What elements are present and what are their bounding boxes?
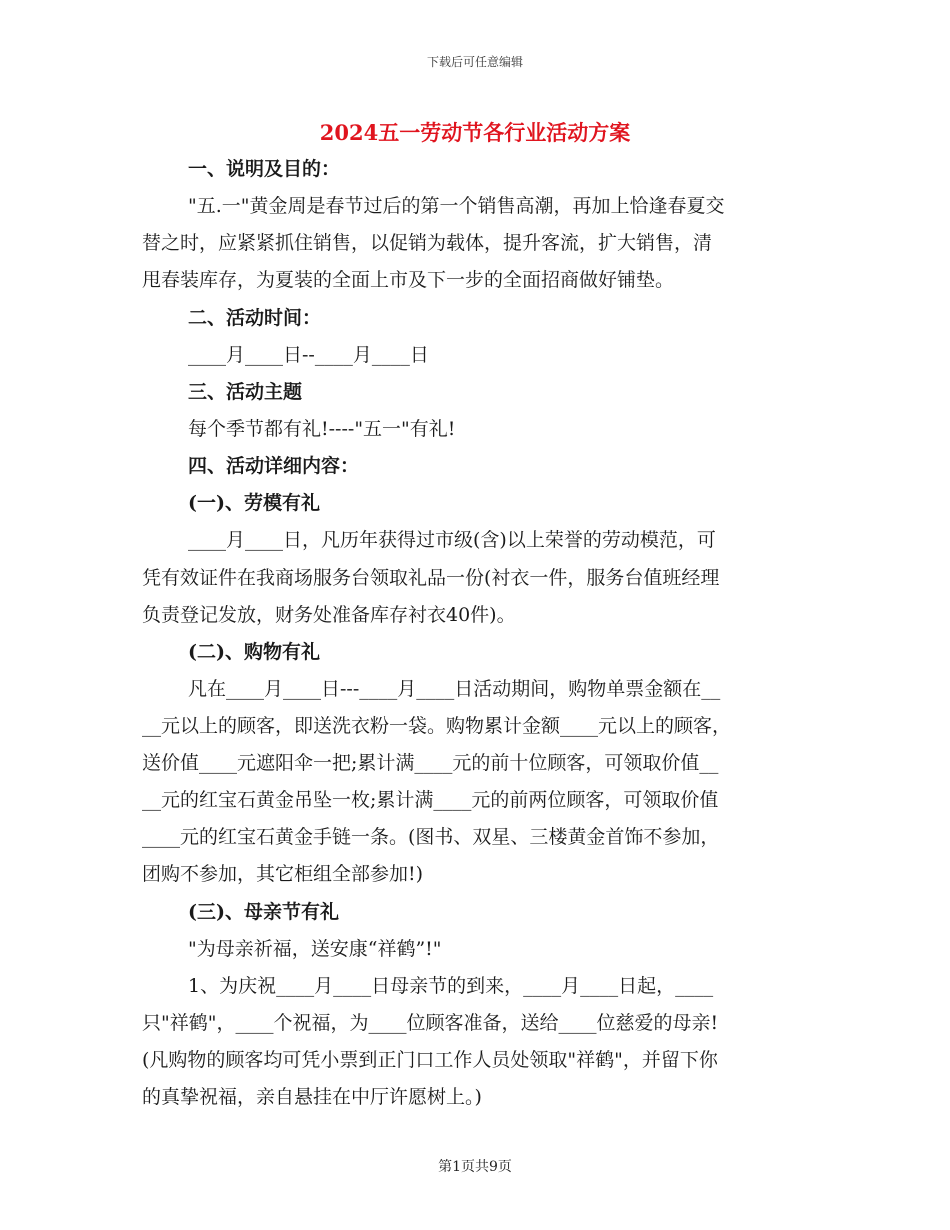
paragraph-line: ____月____日，凡历年获得过市级(含)以上荣誉的劳动模范，可 — [188, 529, 716, 551]
paragraph-line: 只"祥鹤"，____个祝福，为____位顾客准备，送给____位慈爱的母亲! — [142, 1012, 719, 1034]
page-number: 第1页共9页 — [438, 1159, 512, 1175]
paragraph-line: 送价值____元遮阳伞一把;累计满____元的前十位顾客，可领取价值__ — [142, 752, 719, 774]
paragraph-line: 凡在____月____日---____月____日活动期间，购物单票金额在__ — [188, 678, 721, 700]
section-heading-1: 一、说明及目的： — [188, 158, 341, 180]
section-heading-4: 四、活动详细内容： — [188, 455, 360, 477]
paragraph-line: 负责登记发放，财务处准备库存衬衣40件)。 — [142, 604, 516, 626]
subsection-heading-3: (三)、母亲节有礼 — [188, 901, 339, 923]
paragraph-line: "五.一"黄金周是春节过后的第一个销售高潮，再加上恰逢春夏交 — [188, 195, 725, 217]
subsection-heading-2: (二)、购物有礼 — [188, 641, 320, 663]
header-note: 下载后可任意编辑 — [426, 55, 523, 69]
paragraph-line: 甩春装库存，为夏装的全面上市及下一步的全面招商做好铺垫。 — [142, 269, 675, 291]
paragraph-line: 替之时，应紧紧抓住销售，以促销为载体，提升客流，扩大销售，清 — [142, 232, 713, 254]
paragraph-line: ____元的红宝石黄金手链一条。(图书、双星、三楼黄金首饰不参加， — [142, 826, 720, 848]
paragraph-line: ____月____日--____月____日 — [188, 344, 429, 366]
paragraph-line: 凭有效证件在我商场服务台领取礼品一份(衬衣一件，服务台值班经理 — [142, 567, 720, 589]
paragraph-line: 1、为庆祝____月____日母亲节的到来，____月____日起，____ — [188, 975, 714, 997]
section-heading-3: 三、活动主题 — [188, 381, 303, 403]
subsection-heading-1: (一)、劳模有礼 — [188, 492, 320, 514]
paragraph-line: 团购不参加，其它柜组全部参加!) — [142, 863, 424, 885]
paragraph-line: __元的红宝石黄金吊坠一枚;累计满____元的前两位顾客，可领取价值 — [142, 789, 719, 811]
paragraph-line: 的真挚祝福，亲自悬挂在中厅许愿树上。) — [142, 1086, 482, 1108]
document-title: 2024五一劳动节各行业活动方案 — [319, 120, 631, 145]
paragraph-line: "为母亲祈福，送安康“祥鹤”!" — [188, 938, 442, 960]
section-heading-2: 二、活动时间： — [188, 307, 322, 329]
paragraph-line: (凡购物的顾客均可凭小票到正门口工作人员处领取"祥鹤"，并留下你 — [142, 1049, 718, 1071]
paragraph-line: __元以上的顾客，即送洗衣粉一袋。购物累计金额____元以上的顾客， — [142, 715, 732, 737]
paragraph-line: 每个季节都有礼!----"五一"有礼! — [188, 418, 456, 440]
